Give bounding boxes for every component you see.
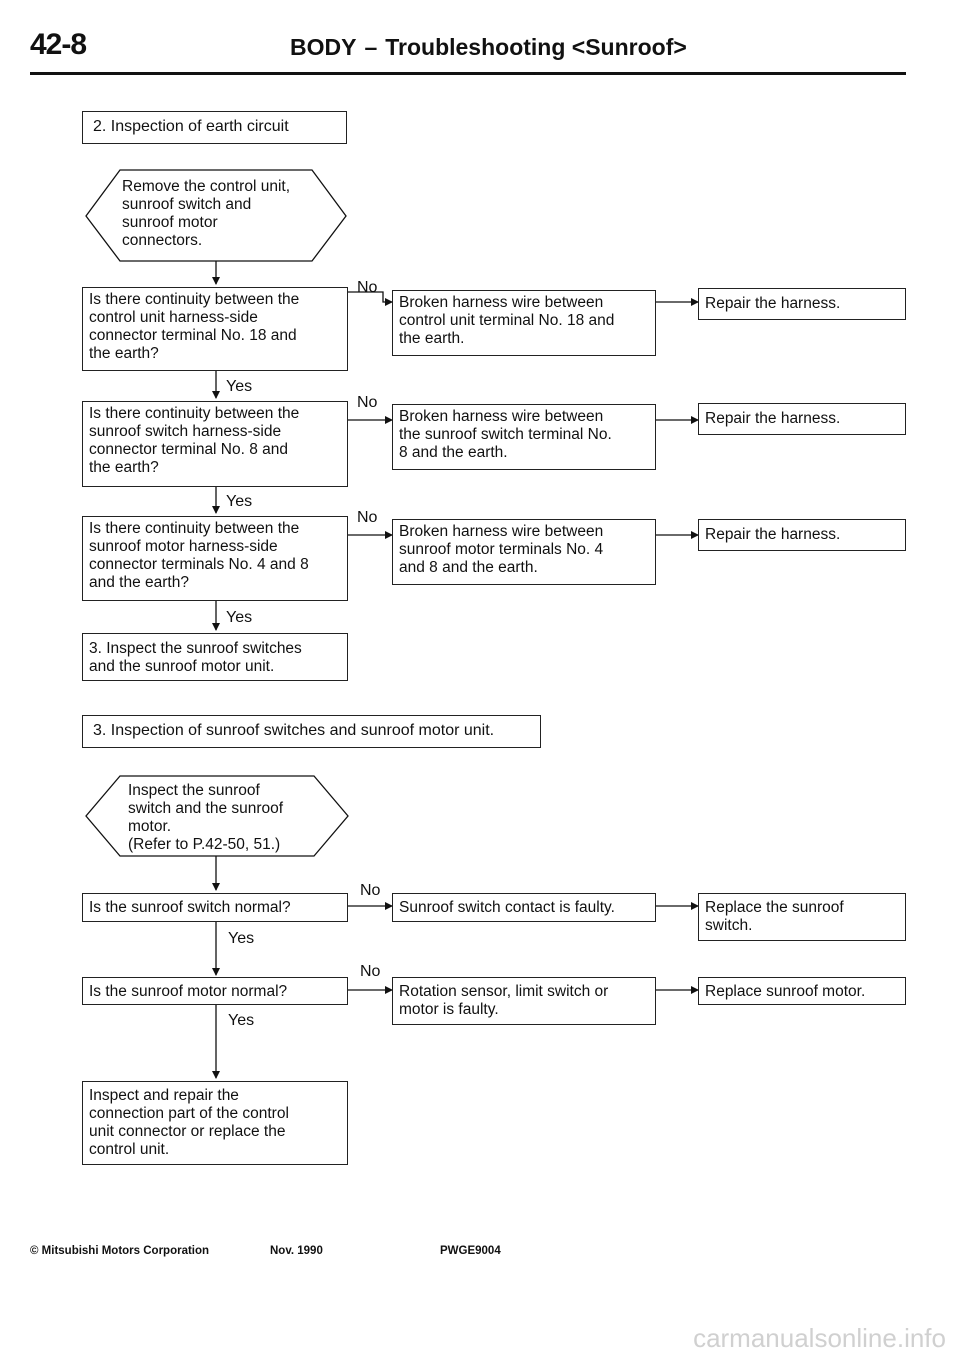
no-label-5: No (360, 963, 381, 980)
result-box-5: Rotation sensor, limit switch or motor is faulty. (392, 977, 656, 1025)
yes-label-4: Yes (228, 930, 255, 947)
footer-code: PWGE9004 (440, 1245, 501, 1257)
section-2-title: 2. Inspection of earth circuit (82, 111, 347, 144)
no-label-1: No (357, 279, 378, 296)
page-number: 42-8 (30, 28, 87, 61)
yes-label-5: Yes (228, 1012, 255, 1029)
question-box-4: Is the sunroof switch normal? (82, 893, 348, 922)
section-subtitle: Troubleshooting <Sunroof> (385, 34, 687, 60)
no-label-2: No (357, 394, 378, 411)
section-3-end-box: Inspect and repair the connection part of the control unit connector or replace the control unit. (82, 1081, 348, 1165)
action-box-4: Replace the sunroof switch. (698, 893, 906, 941)
action-box-3: Repair the harness. (698, 519, 906, 551)
footer-date: Nov. 1990 (270, 1245, 323, 1257)
result-box-3: Broken harness wire between sunroof motor terminals No. 4 and 8 and the earth. (392, 519, 656, 585)
result-box-2: Broken harness wire between the sunroof switch terminal No. 8 and the earth. (392, 404, 656, 470)
action-box-2: Repair the harness. (698, 403, 906, 435)
no-label-3: No (357, 509, 378, 526)
no-label-4: No (360, 882, 381, 899)
action-box-5: Replace sunroof motor. (698, 977, 906, 1005)
title-separator: – (364, 34, 378, 60)
question-box-1: Is there continuity between the control unit harness-side connector terminal No. 18 and the earth? (82, 287, 348, 371)
action-box-1: Repair the harness. (698, 288, 906, 320)
section-name: BODY (290, 34, 357, 60)
section-2-start-text: Remove the control unit, sunroof switch and sunroof motor connectors. (122, 178, 291, 249)
yes-label-3: Yes (226, 609, 253, 626)
question-box-5: Is the sunroof motor normal? (82, 977, 348, 1005)
question-box-2: Is there continuity between the sunroof switch harness-side connector terminal No. 8 and the earth? (82, 401, 348, 487)
watermark: carmanualsonline.info (693, 1323, 946, 1353)
question-box-3: Is there continuity between the sunroof motor harness-side connector terminals No. 4 and 8 and the earth? (82, 516, 348, 601)
result-box-4: Sunroof switch contact is faulty. (392, 893, 656, 922)
section-3-start-text: Inspect the sunroof switch and the sunroof motor. (Refer to P.42-50, 51.) (128, 782, 284, 853)
section-2-end-box: 3. Inspect the sunroof switches and the sunroof motor unit. (82, 633, 348, 681)
yes-label-1: Yes (226, 378, 253, 395)
result-box-1: Broken harness wire between control unit terminal No. 18 and the earth. (392, 290, 656, 356)
footer-copyright: © Mitsubishi Motors Corporation (30, 1245, 210, 1257)
section-3-title: 3. Inspection of sunroof switches and sunroof motor unit. (82, 715, 541, 748)
yes-label-2: Yes (226, 493, 253, 510)
